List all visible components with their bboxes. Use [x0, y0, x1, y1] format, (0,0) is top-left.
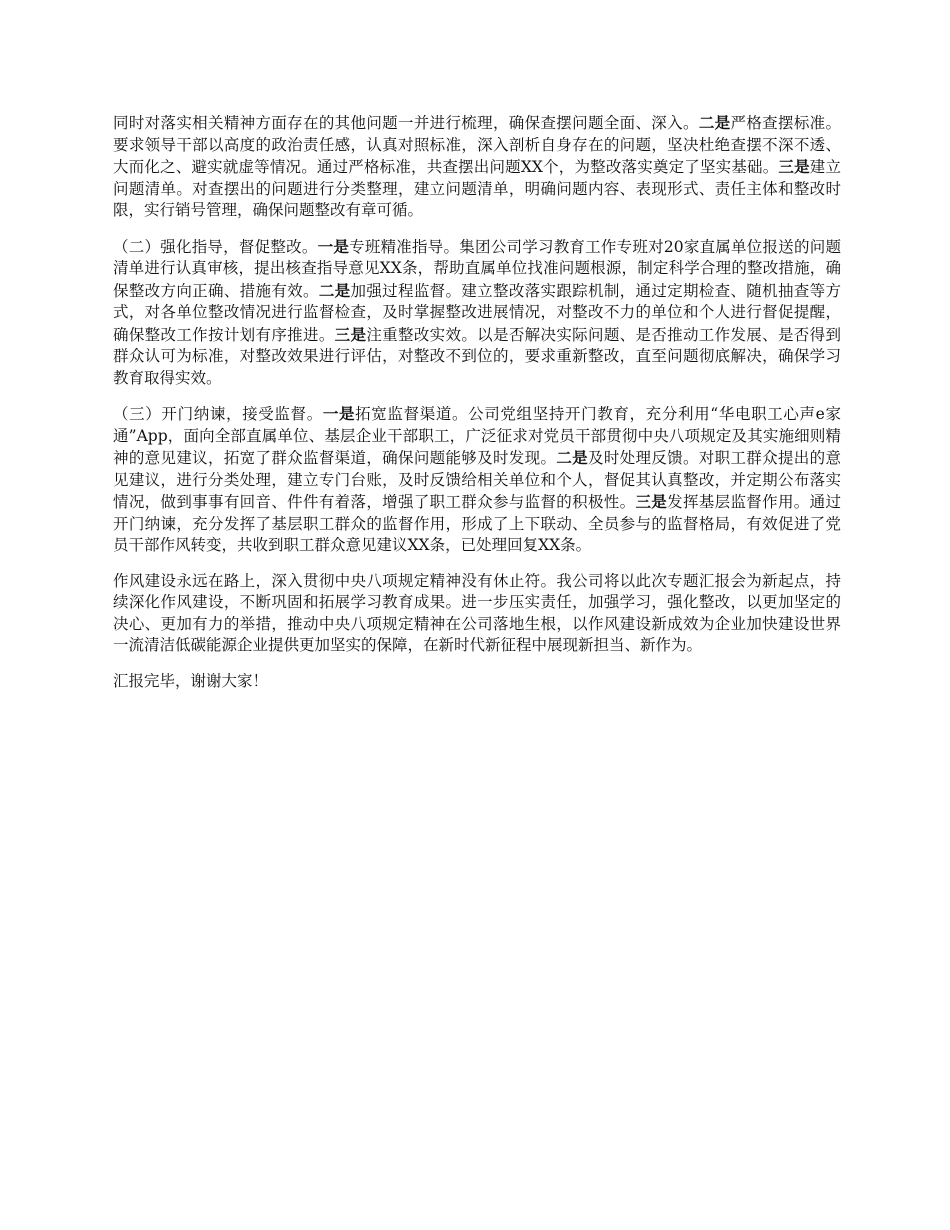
- text-segment: 加强过程监督。建立整改落实跟踪机制，通过定期检查、随机抽查等方式，对各单位整改情况进行监督检查，及时掌握整改进展情况，对整改不力的单位和个人进行督促提醒，确保整改工作按计划有序推进。: [113, 281, 841, 344]
- closing-remark: 汇报完毕，谢谢大家！: [113, 671, 269, 690]
- text-segment: 发挥基层监督作用。通过开门纳谏，充分发挥了基层职工群众的监督作用，形成了上下联动、全员参与的监督格局，有效促进了党员干部作风转变，共收到职工群众意见建议XX条，已处理回复XX条。: [113, 493, 841, 554]
- emphasis-marker: 一是: [322, 404, 356, 423]
- section-heading: （三）开门纳谏，接受监督。: [113, 405, 323, 423]
- paragraph-guidance-rectification: [113, 236, 841, 390]
- emphasis-marker: 三是: [635, 492, 668, 511]
- emphasis-marker: 二是: [318, 280, 351, 300]
- paragraph-problem-check: [113, 112, 841, 222]
- text-segment: 作风建设永远在路上，深入贯彻中央八项规定精神没有休止符。我公司将以此次专题汇报会为新起点，持续深化作风建设，不断巩固和拓展学习教育成果。进一步压实责任，加强学习，强化整改，以更加坚定的决心、更加有力的举措，推动中央八项规定精神在公司落地生根，以作风建设新成效为企业加快建设世界一流清洁低碳能源企业提供更加坚实的保障，在新时代新征程中展现新担当、新作为。: [113, 571, 841, 654]
- emphasis-marker: 三是: [334, 324, 367, 344]
- text-segment: 同时对落实相关精神方面存在的其他问题一并进行梳理，确保查摆问题全面、深入。: [113, 114, 699, 132]
- text-segment: 拓宽监督渠道。公司党组坚持开门教育，充分利用“华电职工心声e家通”App，面向全部直属单位、基层企业干部职工，广泛征求对党员干部贯彻中央八项规定及其实施细则精神的意见建议，拓宽了群众监督渠道，确保问题能够及时发现。: [113, 405, 841, 467]
- paragraph-conclusion: [113, 571, 841, 657]
- text-segment: 专班精准指导。集团公司学习教育工作专班对20家直属单位报送的问题清单进行认真审核，提出核查指导意见XX条，帮助直属单位找准问题根源，制定科学合理的整改措施，确保整改方向正确、措施有效。: [113, 237, 841, 300]
- emphasis-marker: 二是: [556, 448, 588, 467]
- emphasis-marker: 一是: [317, 236, 350, 256]
- emphasis-marker: 三是: [778, 157, 810, 176]
- paragraph-closing: [113, 671, 841, 693]
- emphasis-marker: 二是: [698, 113, 731, 132]
- section-heading: （二）强化指导，督促整改。: [113, 237, 318, 256]
- document-body: [113, 112, 841, 692]
- text-segment: 及时处理反馈。对职工群众提出的意见建议，进行分类处理，建立专门台账，及时反馈给相关单位和个人，督促其认真整改，并定期公布落实情况，做到事事有回音、件件有着落，增强了职工群众参与监督的积极性。: [113, 449, 841, 511]
- text-segment: 注重整改实效。以是否解决实际问题、是否推动工作发展、是否得到群众认可为标准，对整改效果进行评估，对整改不到位的，要求重新整改，直至问题彻底解决，确保学习教育取得实效。: [113, 325, 841, 387]
- paragraph-open-supervision: [113, 403, 841, 557]
- text-segment: 建立问题清单。对查摆出的问题进行分类整理，建立问题清单，明确问题内容、表现形式、责任主体和整改时限，实行销号管理，确保问题整改有章可循。: [113, 158, 841, 219]
- text-segment: 严格查摆标准。要求领导干部以高度的政治责任感，认真对照标准，深入剖析自身存在的问题，坚决杜绝查摆不深不透、大而化之、避实就虚等情况。通过严格标准，共查摆出问题XX个，为整改落实奠定了坚实基础。: [113, 114, 841, 176]
